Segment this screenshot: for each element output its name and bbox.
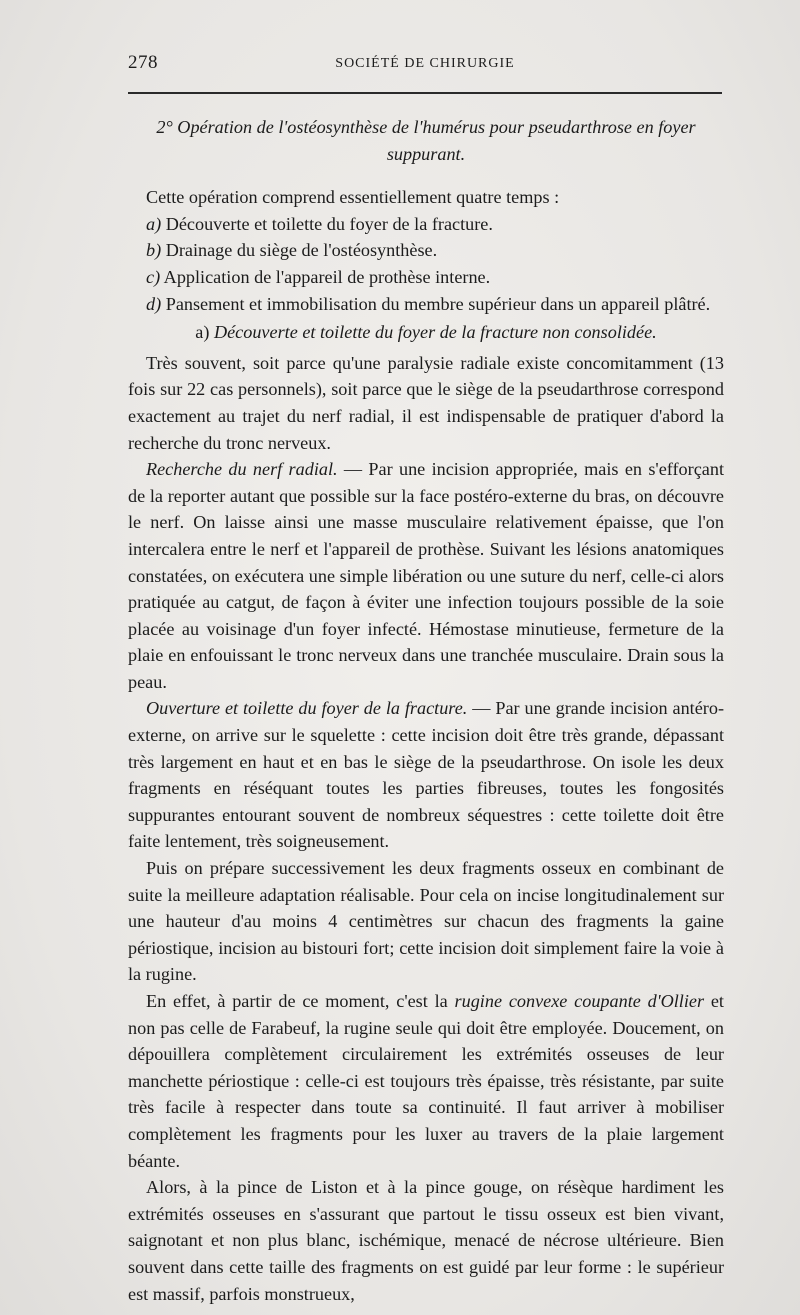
- paragraph: [128, 988, 724, 1174]
- step-marker: b): [146, 240, 162, 261]
- paragraph-text: — Par une incision appropriée, mais en s'efforçant de la reporter autant que possible sur la face postéro-externe du bras, on découvre le nerf. On laisse ainsi une masse musculaire relativement épaisse, que l'on intercalera entre le nerf et l'appareil de prothèse. Suivant les lésions anatomiques constatées, on exécutera une simple libération ou une suture du nerf, celle-ci alors pratiquée au catgut, de façon à éviter une infection toujours possible de la soie placée au voisinage d'un foyer infecté. Hémostase minutieuse, fermeture de la plaie en enfouissant le tronc nerveux dans une tranchée musculaire. Drain sous la peau.: [128, 459, 724, 692]
- paragraph: [128, 695, 724, 855]
- paragraph-text: et non pas celle de Farabeuf, la rugine seule qui doit être employée. Doucement, on dépouillera complètement circulairement les extrémités osseuses de leur manchette périostique : celle-ci est toujours très épaisse, très résistante, par suite très facile à respecter dans toute sa continuité. Il faut arriver à mobiliser complètement les fragments pour les luxer au travers de la plaie largement béante.: [128, 991, 724, 1171]
- step-marker: d): [146, 293, 162, 314]
- paragraph-emphasis: rugine convexe coupante d'Ollier: [454, 991, 705, 1011]
- paragraph-heading: Recherche du nerf radial.: [146, 459, 338, 480]
- step-text: Pansement et immobilisation du membre supérieur dans un appareil plâtré.: [161, 293, 711, 314]
- subsection-title-text: Découverte et toilette du foyer de la fracture non consolidée.: [213, 322, 657, 343]
- step-text: Drainage du siège de l'ostéosynthèse.: [161, 240, 438, 261]
- step-text: Application de l'appareil de prothèse interne.: [160, 266, 491, 287]
- paragraph: Puis on prépare successivement les deux fragments osseux en combinant de suite la meilleure adaptation réalisable. Pour cela on incise longitudinalement sur une hauteur d'au moins 4 centimètres sur chacun des fragments la gaine périostique, incision au bistouri fort; cette incision doit simplement faire la voie à la rugine.: [128, 858, 724, 985]
- section-title: 2° Opération de l'ostéosynthèse de l'humérus pour pseudarthrose en foyer suppurant.: [156, 117, 696, 164]
- step-item: [128, 237, 724, 264]
- page-header: [128, 52, 722, 82]
- intro-paragraph: Cette opération comprend essentiellement quatre temps :: [146, 187, 560, 208]
- subsection-prefix: a): [195, 322, 214, 343]
- step-marker: c): [146, 266, 161, 287]
- paragraph: Très souvent, soit parce qu'une paralysie radiale existe concomitamment (13 fois sur 22 cas personnels), soit parce que le siège de la pseudarthrose correspond exactement au trajet du nerf radial, il est indispensable de pratiquer d'abord la recherche du tronc nerveux.: [128, 352, 724, 453]
- page-number: 278: [128, 52, 158, 73]
- step-item: [128, 211, 724, 238]
- paragraph-text: En effet, à partir de ce moment, c'est la: [146, 991, 455, 1011]
- step-item: [128, 264, 724, 291]
- paragraph-heading: Ouverture et toilette du foyer de la fracture.: [146, 698, 468, 719]
- paragraph-text: — Par une grande incision antéro-externe, on arrive sur le squelette : cette incision doit être très grande, dépassant très largement en haut et en bas le siège de la pseudarthrose. On isole les deux fragments en réséquant toutes les parties fibreuses, toutes les fongosités suppurantes entourant souvent de nombreux séquestres : cette toilette doit être faite lentement, très soigneusement.: [128, 698, 725, 852]
- paragraph: [128, 456, 724, 695]
- header-rule: [128, 92, 722, 94]
- running-head: SOCIÉTÉ DE CHIRURGIE: [335, 56, 515, 71]
- step-marker: a): [146, 213, 162, 234]
- page-body: [128, 114, 724, 1307]
- paragraph: Alors, à la pince de Liston et à la pince gouge, on résèque hardiment les extrémités osseuses en s'assurant que partout le tissu osseux est bien vivant, saignotant et non plus blanc, ischémique, menacé de nécrose ultérieure. Bien souvent dans cette taille des fragments on est guidé par leur forme : le supérieur est massif, parfois monstrueux,: [128, 1177, 724, 1304]
- step-text: Découverte et toilette du foyer de la fracture.: [161, 213, 493, 234]
- step-item: [128, 291, 724, 318]
- subsection-title: [128, 319, 724, 346]
